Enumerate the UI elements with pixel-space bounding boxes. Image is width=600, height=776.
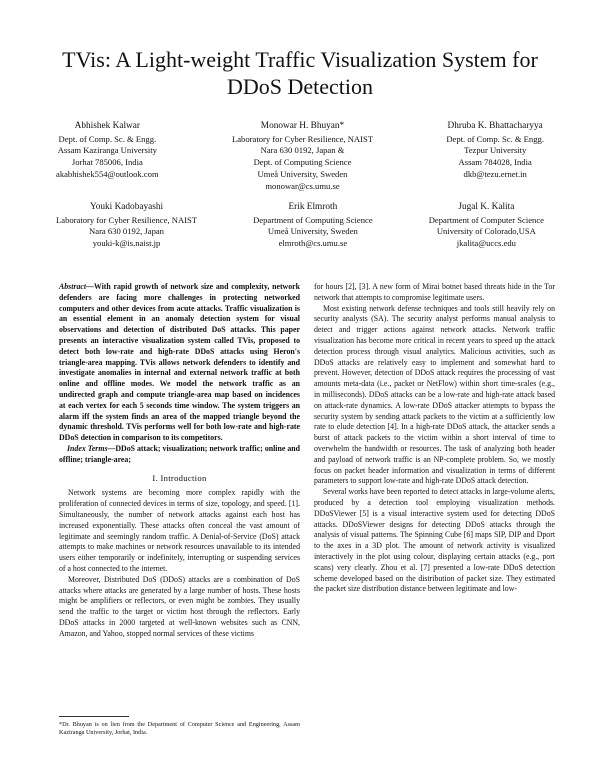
footnote-divider: [59, 716, 129, 717]
footnote: *Dr. Bhuyan is on lien from the Department of Computer Science and Engineering, Assam Kaziranga University, Jorhat, India.: [59, 721, 300, 737]
section-heading-introduction: I. Introduction: [152, 472, 207, 483]
index-terms-label: Index Terms: [67, 443, 108, 453]
author-affiliation: Laboratory for Cyber Resilience, NAIST: [56, 214, 198, 225]
author-email: youki-k@is.naist.jp: [92, 238, 161, 249]
body-paragraph: Moreover, Distributed DoS (DDoS) attacks are a combination of DoS attacks where attacks are generated by a large number of hosts. These hosts might be amplifiers or reflectors, or even might be zombies. They usually send the traffic to the target or victim host through the reflectors. Early DDoS attacks in 2000 targeted at well-known websites such as CNN, Amazon, and Yahoo, stopped normal services of these victims: [59, 574, 300, 638]
author-affiliation: Dept. of Comp. Sc. & Engg.: [446, 133, 544, 144]
author-affiliation: Tezpur University: [464, 145, 527, 156]
index-terms-text: —DDoS attack; visualization; network traffic; online and offline; triangle-area;: [59, 443, 300, 464]
author-name: Jugal K. Kalita: [458, 202, 515, 212]
body-paragraph: for hours [2], [3]. A new form of Mirai botnet based threats hide in the Tor network that attempts to compromise legitimate users.: [314, 282, 555, 302]
author-affiliation: Dept. of Computing Science: [253, 157, 352, 168]
author-name: Monowar H. Bhuyan*: [260, 121, 345, 131]
abstract-text: —With rapid growth of network size and complexity, network defenders are facing more challenges in protecting networked computers and other devices from acute attacks. Traffic visualization is an essential element in an anomaly detection system for visual observations and detection of distributed DoS attacks. This paper presents an interactive visualization system called TVis, proposed to detect both low-rate and high-rate DDoS attacks using Heron's triangle-area mapping. TVis allows network defenders to identify and investigate anomalies in internal and external network traffic at both online and offline modes. We model the network traffic as an undirected graph and compute triangle-area map based on incidences at each vertex for each 5 seconds time window. The system triggers an alarm iff the system finds an area of the mapped triangle beyond the dynamic threshold. TVis performs well for both low-rate and high-rate DDoS detection in comparison to its competitors.: [59, 282, 300, 443]
author-block: [56, 121, 159, 192]
author-row-1: [56, 121, 544, 192]
author-affiliation: Department of Computer Science: [428, 214, 544, 225]
left-column: [59, 282, 300, 640]
author-affiliation: Assam 784028, India: [458, 157, 532, 168]
index-terms: [59, 444, 300, 466]
author-affiliation: Dept. of Comp. Sc. & Engg.: [58, 133, 157, 144]
author-affiliation: Nara 630 0192, Japan: [89, 226, 164, 237]
author-block: [232, 121, 373, 192]
author-email: elmroth@cs.umu.se: [278, 238, 348, 249]
author-affiliation: University of Colorado,USA: [436, 226, 536, 237]
author-email: jkalita@uccs.edu: [456, 238, 516, 249]
author-affiliation: Assam Kaziranga University: [57, 145, 157, 156]
author-name: Abhishek Kalwar: [74, 121, 140, 131]
author-email: dkb@tezu.ernet.in: [463, 168, 527, 179]
author-affiliation: Jorhat 785006, India: [71, 157, 143, 168]
abstract-label: Abstract: [59, 282, 87, 291]
author-name: Dhruba K. Bhattacharyya: [447, 121, 543, 131]
body-paragraph: Network systems are becoming more complex rapidly with the proliferation of connected devices in terms of size, topology, and speed. [1]. Simultaneously, the number of network attacks against each host has increased exponentially. These attacks often conceal the vast amount of legitimate and seemingly random traffic. A Denial-of-Service (DoS) attack attempts to make machines or network resources unavailable to its intended users either temporarily or indefinitely, interrupting or suspending services of a host connected to the internet.: [59, 488, 300, 573]
body-paragraph: Most existing network defense techniques and tools still heavily rely on security analysts (SA). The security analyst performs manual analysis to detect and trigger actions against network attacks. Network traffic visualization has become more critical in recent years to speed up the attack detection process through visual analytics. Malicious activities, such as DDoS attacks are relatively easy to implement and somewhat hard to prevent. However, detection of DDoS attack requires the processing of vast amounts meta-data (i.e., packet or NetFlow) within short time-scales (e.g., in milliseconds). DDoS attacks can be a low-rate and high-rate attack based on attack-rate dynamics. A low-rate DDoS attacker attempts to bypass the security system by sending attack packets to the victim at a sufficiently low rate to elude detection [4]. In a high-rate DDoS attack, the attacker sends a burst of attack packets to the victim within a short interval of time to overwhelm the bandwidth or resources. The task of analyzing both header and payload of network traffic is an NP-complete problem. So, we mostly focus on packet header information and visualization in terms of different parameters to support low-rate and high-rate DDoS attack detection.: [314, 303, 555, 486]
author-name: Youki Kadobayashi: [89, 202, 164, 212]
author-affiliation: Nara 630 0192, Japan &: [260, 145, 345, 156]
author-name: Erik Elmroth: [288, 202, 338, 212]
author-email: monowar@cs.umu.se: [265, 180, 340, 191]
author-affiliation: Umeå University, Sweden: [267, 226, 358, 237]
right-column: [314, 282, 555, 595]
author-affiliation: Department of Computing Science: [253, 214, 373, 225]
author-email: akabhishek554@outlook.com: [56, 168, 159, 179]
author-affiliation: Laboratory for Cyber Resilience, NAIST: [231, 133, 374, 144]
author-block: [446, 121, 544, 192]
author-block: [253, 202, 373, 250]
author-row-2: [56, 202, 544, 250]
author-affiliation: Umeå University, Sweden: [257, 168, 348, 179]
author-block: [429, 202, 544, 250]
body-paragraph: Several works have been reported to detect attacks in large-volume alerts, produced by a detection tool employing visualization methods. DDoSViewer [5] is a visual interactive system used for detecting DDoS attacks. DDoSViewer designs for detecting DDoS attacks through the analysis of visual patterns. The Spinning Cube [6] maps SIP, DIP and Dport to the axes in a 3D plot. The amount of network activity is visualized interactively in the plot using colour, displaying certain attacks (e.g., port scans) very clearly. Zhou et al. [7] presented a low-rate DDoS detection scheme developed based on the distribution of packet size. They estimated the packet size distribution distance between legitimate and low-: [314, 487, 555, 594]
abstract: [59, 282, 300, 444]
author-block: [56, 202, 197, 250]
paper-title: TVis: A Light-weight Traffic Visualization System for DDoS Detection: [62, 47, 538, 99]
